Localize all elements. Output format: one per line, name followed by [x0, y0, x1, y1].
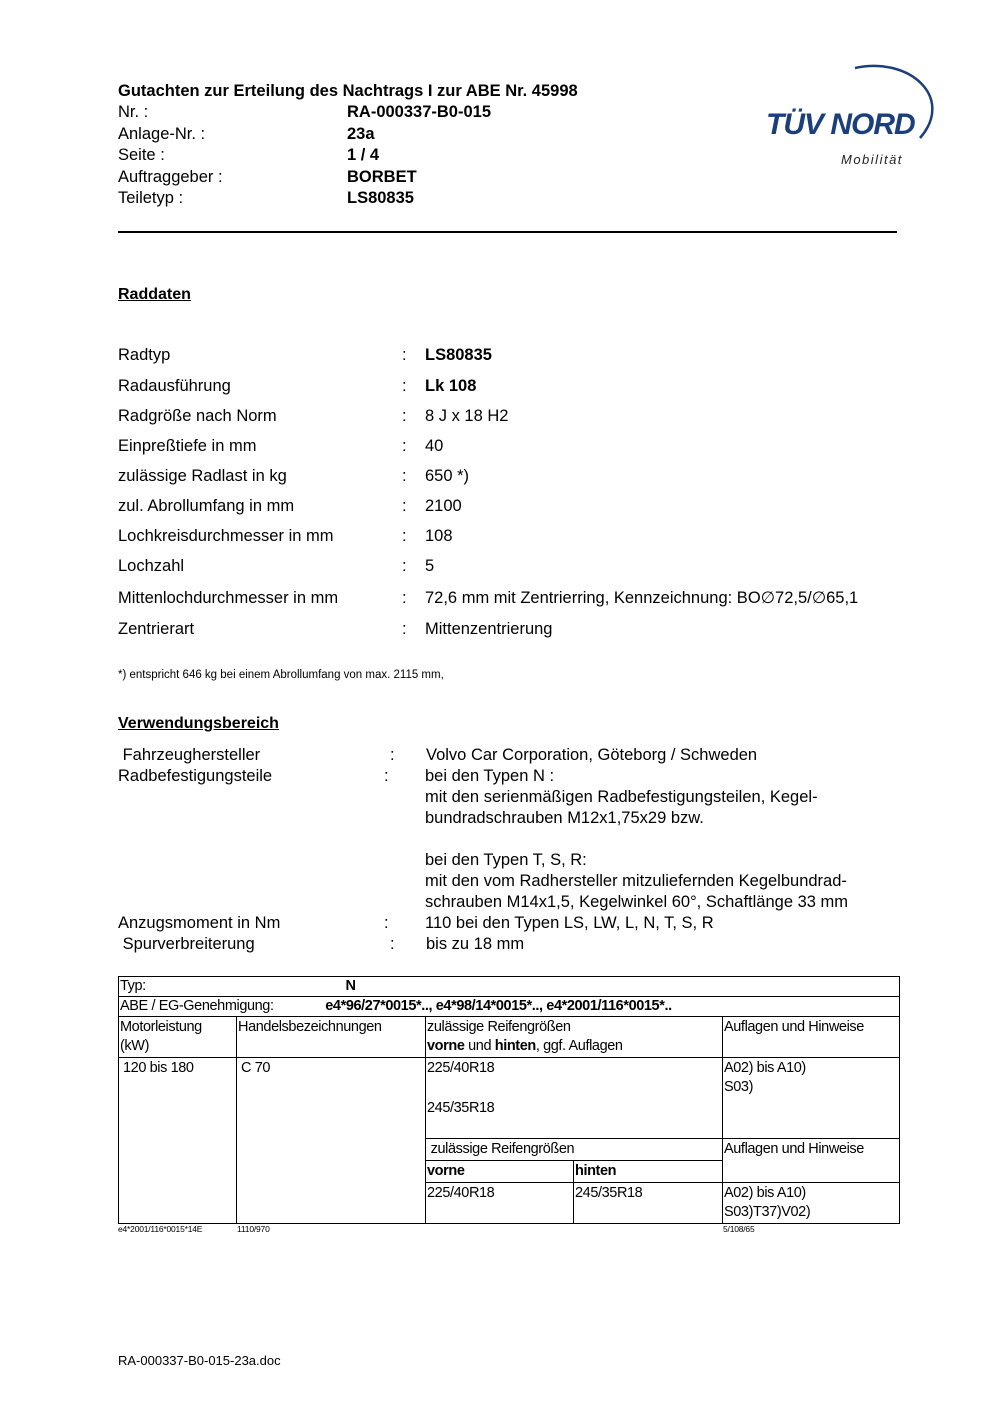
raddaten-label: zulässige Radlast in kg	[118, 467, 287, 485]
label-fahrzeughersteller: Fahrzeughersteller	[118, 746, 261, 764]
raddaten-colon: :	[402, 527, 407, 545]
cell-auflagen	[723, 1183, 900, 1224]
header-label-seite: Seite :	[118, 146, 165, 164]
raddaten-colon: :	[402, 589, 407, 607]
cell-handelsbezeichnung: C 70	[237, 1058, 426, 1224]
raddaten-colon: :	[402, 620, 407, 638]
sub-header-vorne: vorne	[426, 1161, 574, 1183]
table-row	[119, 1058, 900, 1139]
raddaten-value: Mittenzentrierung	[425, 620, 553, 638]
raddaten-value: 8 J x 18 H2	[425, 407, 509, 425]
header-label-anlage: Anlage-Nr. :	[118, 124, 206, 143]
raddaten-value: 40	[425, 437, 444, 455]
tire-size: 225/40R18	[427, 1060, 495, 1076]
col-header-reifen-line: zulässige Reifengrößen	[427, 1019, 571, 1035]
raddaten-label: Einpreßtiefe in mm	[118, 437, 257, 455]
header-divider	[118, 231, 897, 233]
raddaten-label: Lochzahl	[118, 557, 185, 575]
col-header-motorleistung	[119, 1017, 237, 1058]
value-anzugsmoment: 110 bei den Typen LS, LW, L, N, T, S, R	[425, 914, 714, 932]
colon: :	[390, 935, 395, 953]
document-filename: RA-000337-B0-015-23a.doc	[118, 1353, 281, 1368]
raddaten-value: 5	[425, 557, 435, 575]
colon: :	[384, 767, 389, 785]
auflage-line: A02) bis A10)	[724, 1185, 806, 1201]
typ-cell	[119, 977, 900, 997]
text-auflagen: , ggf. Auflagen	[535, 1038, 623, 1054]
header-label-nr: Nr. :	[118, 103, 149, 121]
raddaten-label: Radgröße nach Norm	[118, 407, 277, 425]
table-row	[119, 1017, 900, 1058]
raddaten-colon: :	[402, 437, 407, 455]
raddaten-label: Mittenlochdurchmesser in mm	[118, 589, 339, 607]
cell-reifen	[426, 1058, 723, 1139]
raddaten-value: 650 *)	[425, 467, 470, 485]
vehicle-type-table	[118, 976, 900, 1224]
table-footer-right: 5/108/65	[723, 1224, 755, 1234]
value-fahrzeughersteller: Volvo Car Corporation, Göteborg / Schweden	[426, 746, 758, 764]
colon: :	[384, 914, 389, 932]
tire-size: 245/35R18	[427, 1100, 495, 1116]
raddaten-colon: :	[402, 407, 407, 425]
label-radbefestigungsteile: Radbefestigungsteile	[118, 767, 273, 785]
raddaten-value: Lk 108	[425, 377, 477, 395]
raddaten-colon: :	[402, 467, 407, 485]
header-label-auftraggeber: Auftraggeber :	[118, 167, 223, 186]
section-heading-raddaten: Raddaten	[118, 286, 191, 303]
col-header-reifen-line2	[427, 1037, 721, 1056]
col-header-motor-line: (kW)	[120, 1038, 149, 1054]
auflage-line: A02) bis A10)	[724, 1060, 806, 1076]
raddaten-value: LS80835	[425, 346, 492, 364]
value-spurverbreiterung: bis zu 18 mm	[426, 935, 525, 953]
table-row	[119, 997, 900, 1017]
cell-motorleistung: 120 bis 180	[119, 1058, 237, 1224]
label-spurverbreiterung: Spurverbreiterung	[118, 935, 255, 953]
table-footer-mid: 1110/970	[237, 1224, 270, 1234]
befestigung-line: bei den Typen T, S, R:	[425, 851, 587, 869]
typ-value: N	[345, 978, 356, 994]
raddaten-value: 2100	[425, 497, 462, 515]
text-hinten: hinten	[494, 1038, 536, 1054]
header-label-teiletyp: Teiletyp :	[118, 189, 184, 207]
header-value-teiletyp: LS80835	[347, 189, 414, 207]
befestigung-line: mit den serienmäßigen Radbefestigungsteilen, Kegel-	[425, 788, 818, 806]
header-value-seite: 1 / 4	[347, 146, 380, 164]
raddaten-label: Radausführung	[118, 377, 231, 395]
sub-header-hinten: hinten	[574, 1161, 723, 1183]
cell-hinten: 245/35R18	[574, 1183, 723, 1224]
logo-subtitle: Mobilität	[841, 152, 903, 167]
raddaten-footnote: *) entspricht 646 kg bei einem Abrollumfang von max. 2115 mm,	[118, 669, 444, 681]
section-heading-verwendungsbereich: Verwendungsbereich	[118, 715, 279, 732]
tuv-nord-logo	[760, 58, 945, 173]
raddaten-colon: :	[402, 557, 407, 575]
col-header-auflagen: Auflagen und Hinweise	[723, 1017, 900, 1058]
befestigung-line: bundradschrauben M12x1,75x29 bzw.	[425, 809, 704, 827]
raddaten-label: zul. Abrollumfang in mm	[118, 497, 295, 515]
col-header-motor-line: Motorleistung	[120, 1019, 202, 1035]
col-header-handelsbezeichnungen: Handelsbezeichnungen	[237, 1017, 426, 1058]
befestigung-line: bei den Typen N :	[425, 767, 555, 785]
cell-auflagen	[723, 1058, 900, 1139]
document-title: Gutachten zur Erteilung des Nachtrags I zur ABE Nr. 45998	[118, 82, 578, 100]
logo-text: TÜV NORD	[766, 108, 915, 141]
raddaten-colon: :	[402, 346, 407, 364]
table-row	[119, 977, 900, 997]
colon: :	[390, 746, 395, 764]
col-header-reifengroessen	[426, 1017, 723, 1058]
raddaten-colon: :	[402, 377, 407, 395]
text-vorne: vorne	[427, 1038, 465, 1054]
abe-value: e4*96/27*0015*.., e4*98/14*0015*.., e4*2001/116*0015*..	[325, 998, 672, 1014]
raddaten-colon: :	[402, 497, 407, 515]
sub-header-reifengroessen: zulässige Reifengrößen	[426, 1139, 723, 1161]
typ-label: Typ:	[120, 978, 146, 994]
abe-cell	[119, 997, 900, 1017]
header-value-nr: RA-000337-B0-015	[347, 103, 491, 121]
befestigung-line: schrauben M14x1,5, Kegelwinkel 60°, Schaftlänge 33 mm	[425, 893, 849, 911]
cell-vorne: 225/40R18	[426, 1183, 574, 1224]
header-value-anlage: 23a	[347, 124, 375, 143]
label-anzugsmoment: Anzugsmoment in Nm	[118, 914, 281, 932]
auflage-line: S03)	[724, 1079, 754, 1095]
auflage-line: S03)T37)V02)	[724, 1204, 811, 1220]
raddaten-label: Zentrierart	[118, 620, 195, 638]
sub-header-auflagen: Auflagen und Hinweise	[723, 1139, 900, 1183]
table-footer-left: e4*2001/116*0015*14E	[118, 1224, 203, 1234]
raddaten-label: Radtyp	[118, 346, 171, 364]
befestigung-line: mit den vom Radhersteller mitzuliefernden Kegelbundrad-	[425, 872, 847, 890]
abe-label: ABE / EG-Genehmigung:	[120, 998, 274, 1014]
raddaten-value: 72,6 mm mit Zentrierring, Kennzeichnung: BO∅72,5/∅65,1	[425, 589, 859, 607]
text-und: und	[464, 1038, 495, 1054]
raddaten-label: Lochkreisdurchmesser in mm	[118, 527, 334, 545]
raddaten-value: 108	[425, 527, 453, 545]
header-value-auftraggeber: BORBET	[347, 167, 417, 186]
